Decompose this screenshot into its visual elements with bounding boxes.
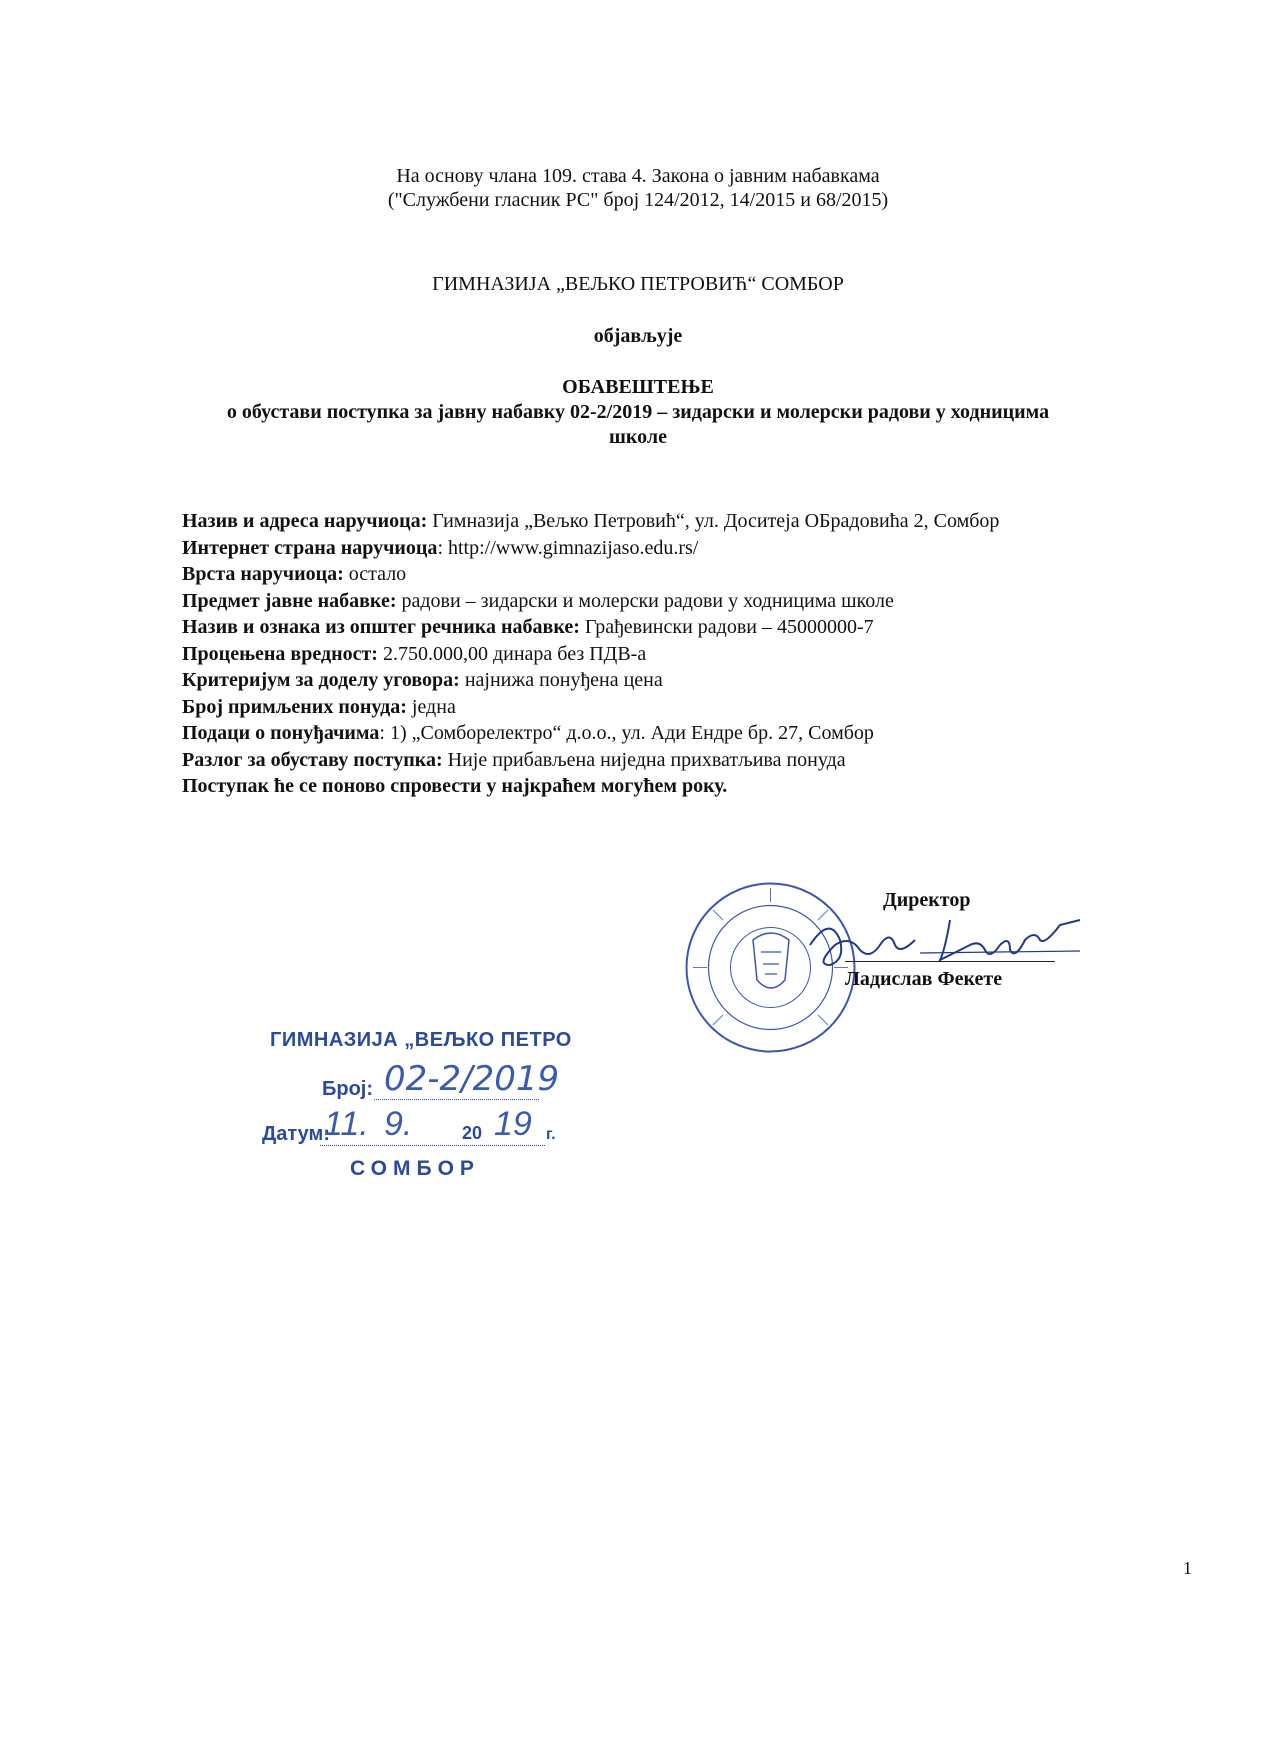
publishes-label: објављује: [593, 325, 683, 347]
field-value: : 1) „Сомборелектро“ д.о.о., ул. Ади Ендре бр. 27, Сомбор: [379, 722, 874, 744]
field-label: Поступак ће се поново спровести у најкраћем могућем року.: [182, 775, 728, 797]
notice-fields: [182, 508, 1182, 800]
stamp-date-month: 9.: [384, 1105, 413, 1143]
field-value: 2.750.000,00 динара без ПДВ-а: [377, 642, 647, 665]
field-value: Није прибављена ниједна прихватљива понуда: [442, 748, 846, 771]
field-row: [182, 535, 1182, 562]
signature-name: Ладислав Фекете: [845, 968, 1003, 990]
stamp-year-prefix: 20: [462, 1123, 483, 1143]
field-value: : http://www.gimnazijaso.edu.rs/: [437, 536, 699, 559]
legal-basis-line1: На основу члана 109. става 4. Закона о јавним набавкама: [396, 165, 880, 187]
signature-line: [845, 961, 1055, 962]
field-row: [182, 694, 1182, 721]
notice-subtitle-line2: школе: [609, 426, 667, 448]
legal-basis-line2: ("Службени гласник РС" број 124/2012, 14/2015 и 68/2015): [387, 189, 889, 211]
field-value: остало: [343, 563, 407, 585]
field-label: Процењена вредност:: [182, 642, 378, 665]
stamp-city: СОМБОР: [350, 1157, 480, 1180]
field-value: Грађевински радови – 45000000-7: [579, 616, 874, 638]
field-label: Интернет страна наручиоца: [182, 536, 438, 559]
signature-title: Директор: [883, 889, 971, 911]
stamp-number-line: [374, 1099, 539, 1100]
stamp-date-line: [320, 1145, 545, 1146]
field-label: Назив и адреса наручиоца:: [182, 510, 428, 532]
field-value: Гимназија „Вељко Петровић“, ул. Доситеја ОБрадовића 2, Сомбор: [427, 510, 1000, 532]
stamp-year-value: 19: [494, 1105, 532, 1143]
notice-title: ОБАВЕШТЕЊЕ: [562, 376, 714, 398]
stamp-date-day: 11.: [324, 1105, 369, 1143]
stamp-date-label: Датум:: [262, 1123, 330, 1145]
institution-name: ГИМНАЗИЈА „ВЕЉКО ПЕТРОВИЋ“ СОМБОР: [432, 273, 844, 295]
field-label: Назив и ознака из општег речника набавке:: [182, 616, 580, 638]
field-row: [182, 641, 1182, 668]
field-row: [182, 508, 1182, 535]
stamp-title: ГИМНАЗИЈА „ВЕЉКО ПЕТРО: [270, 1029, 572, 1051]
field-row: [182, 588, 1182, 615]
page-number: 1: [1183, 1558, 1192, 1578]
stamp-number-label: Број:: [322, 1078, 374, 1100]
notice-subtitle-line1: о обустави поступка за јавну набавку 02-2/2019 – зидарски и молерски радови у ходницима: [226, 401, 1050, 423]
field-row: [182, 614, 1182, 641]
field-row: [182, 667, 1182, 694]
registry-stamp: [262, 1025, 582, 1195]
field-row: [182, 561, 1182, 588]
stamp-year-suffix: г.: [546, 1126, 556, 1143]
field-row: [182, 720, 1182, 747]
field-row: [182, 747, 1182, 774]
field-label: Број примљених понуда:: [182, 695, 407, 718]
handwritten-signature-icon: [800, 905, 1090, 975]
field-value: најнижа понуђена цена: [459, 669, 663, 691]
field-value: једна: [406, 695, 456, 718]
field-value: радови – зидарски и молерски радови у ходницима школе: [396, 589, 894, 612]
field-label: Предмет јавне набавке:: [182, 589, 397, 612]
stamp-number-value: 02-2/2019: [384, 1059, 560, 1099]
field-label: Разлог за обуставу поступка:: [182, 748, 443, 771]
field-label: Врста наручиоца:: [182, 563, 344, 585]
field-row: [182, 773, 1182, 800]
field-label: Критеријум за доделу уговора:: [182, 669, 460, 691]
field-label: Подаци о понуђачима: [182, 722, 380, 744]
